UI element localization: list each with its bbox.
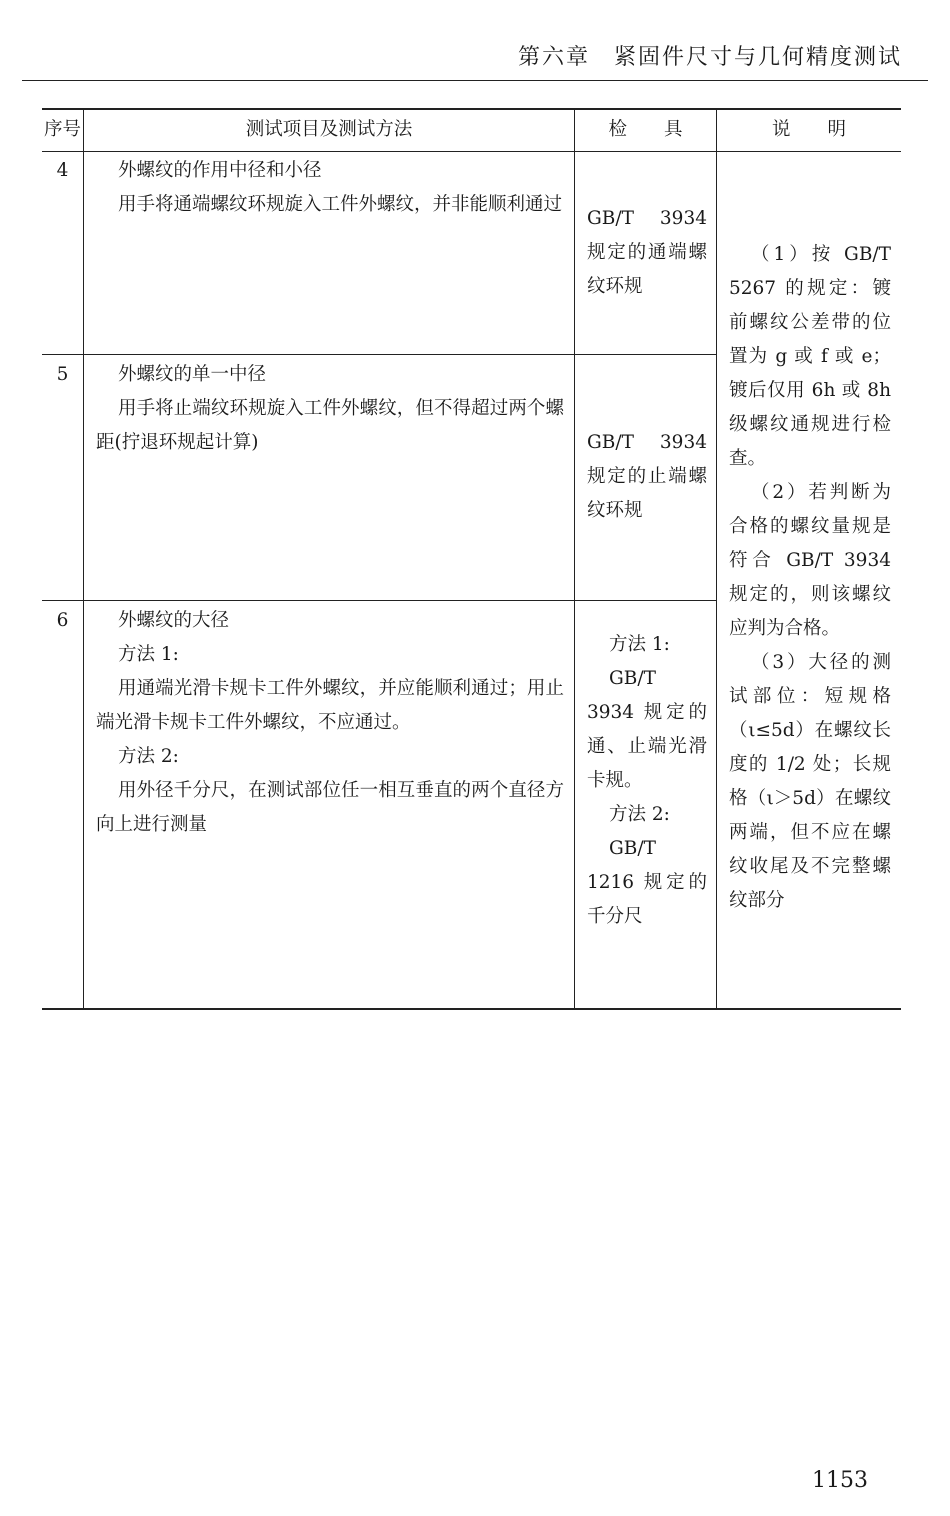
row-separator [42,600,716,601]
method-text: 方法 1: [118,644,179,665]
method-text: 用手将止端纹环规旋入工件外螺纹，但不得超过两个螺距(拧退环规起计算) [96,398,564,453]
method-title: 外螺纹的大径 [118,610,230,631]
table-row-method [96,358,564,460]
method-text: 用外径千分尺，在测试部位任一相互垂直的两个直径方向上进行测量 [96,780,564,835]
row-number: 5 [56,364,69,385]
column-header-no: 序号 [43,119,81,140]
method-title: 外螺纹的单一中径 [118,364,267,385]
tool-text: GB/T 3934 规定的通、止端光滑卡规。 [587,668,707,791]
running-head-title: 第六章 紧固件尺寸与几何精度测试 [517,45,902,70]
row-number: 4 [56,160,69,181]
note-item: （1）按 GB/T 5267 的规定：镀前螺纹公差带的位置为 g 或 f 或 e；镀后仅用 6h 或 8h 级螺纹通规进行检查。 [729,244,891,469]
header-rule [22,80,928,81]
column-header-notes: 说 明 [771,119,846,140]
column-divider [574,108,575,1009]
column-divider [716,108,717,1009]
tool-text: GB/T 1216 规定的千分尺 [587,838,707,927]
table-row-method [96,604,564,842]
method-text: 方法 2: [118,746,179,767]
column-header-method: 测试项目及测试方法 [245,119,413,140]
tool-text: GB/T 3934 规定的止端螺纹环规 [587,432,707,521]
tool-text: GB/T 3934 规定的通端螺纹环规 [587,208,707,297]
method-text: 用通端光滑卡规卡工件外螺纹，并应能顺利通过；用止端光滑卡规卡工件外螺纹，不应通过。 [96,678,564,733]
note-item: （3）大径的测试部位：短规格（ι≤5d）在螺纹长度的 1/2 处；长规格（ι＞5d）在螺纹两端，但不应在螺纹收尾及不完整螺纹部分 [729,652,891,911]
note-item: （2）若判断为合格的螺纹量规是符合 GB/T 3934 规定的，则该螺纹应判为合格。 [729,482,891,639]
column-header-tool: 检 具 [608,119,683,140]
tool-text-block [587,628,707,934]
notes-block [729,238,891,918]
table-header-rule [42,151,901,152]
table-row-method [96,154,564,222]
page-number: 1153 [812,1468,868,1493]
table-bottom-rule [42,1008,901,1010]
tool-text: 方法 1: [609,634,670,655]
method-text: 用手将通端螺纹环规旋入工件外螺纹，并非能顺利通过 [118,194,563,215]
row-separator [42,354,716,355]
tool-text: 方法 2: [609,804,670,825]
row-number: 6 [56,610,69,631]
method-title: 外螺纹的作用中径和小径 [118,160,322,181]
column-divider [83,108,84,1009]
